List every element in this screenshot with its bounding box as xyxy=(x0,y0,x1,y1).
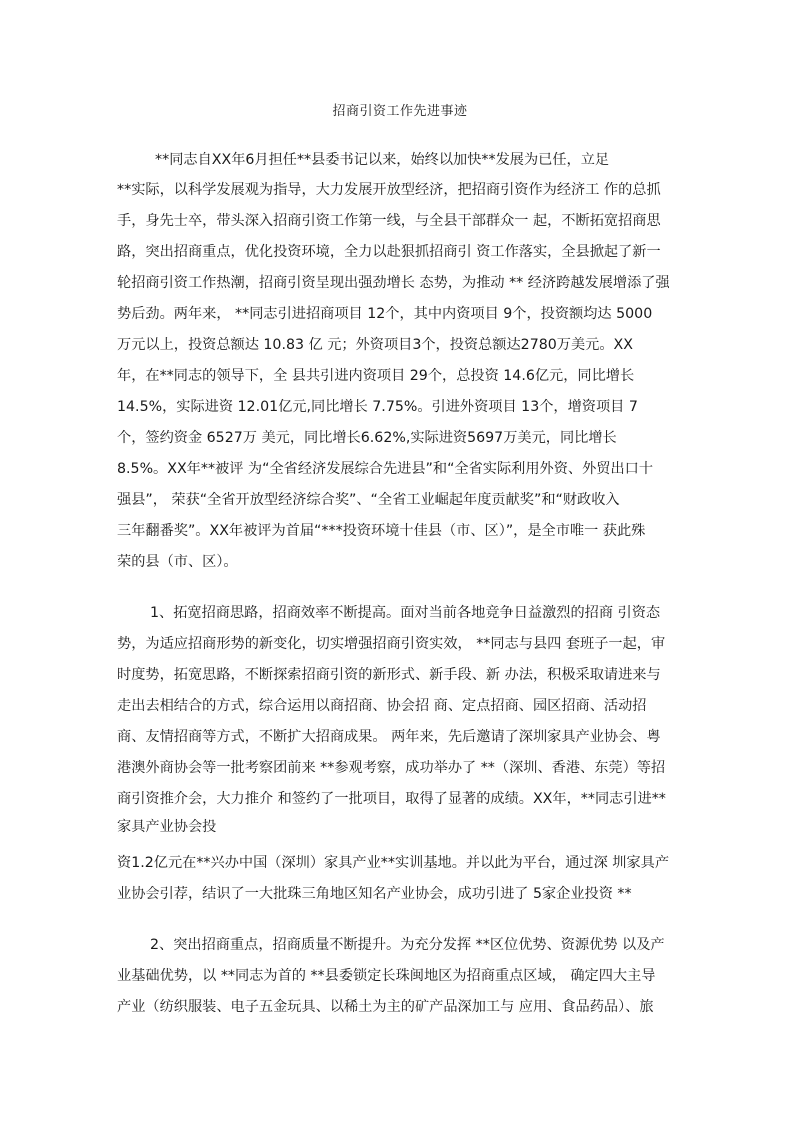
text-line: 势后劲。两年来， **同志引进招商项目 12个，其中内资项目 9个，投资额均达 5000 xyxy=(117,306,653,322)
section-heading-line: 2、突出招商重点，招商质量不断提升。为充分发挥 **区位优势、资源优势 以及产 xyxy=(150,937,665,953)
text-line: 业协会引荐，结识了一大批珠三角地区知名产业协会，成功引进了 5家企业投资 ** xyxy=(117,886,632,902)
text-line: 14.5%，实际进资 12.01亿元,同比增长 7.75%。引进外资项目 13个，增资项目 7 xyxy=(117,399,638,415)
text-line: 荣的县（市、区）。 xyxy=(117,554,238,570)
document-title: 招商引资工作先进事迹 xyxy=(332,104,468,119)
text-line: **实际，以科学发展观为指导，大力发展开放型经济，把招商引资作为经济工 作的总抓 xyxy=(117,182,661,198)
text-line: 路，突出招商重点，优化投资环境，全力以赴狠抓招商引 资工作落实，全县掀起了新一 xyxy=(117,244,661,260)
text-line: 家具产业协会投 xyxy=(117,819,217,835)
text-line: 走出去相结合的方式，综合运用以商招商、协会招 商、定点招商、园区招商、活动招 xyxy=(117,698,647,714)
text-line: 商引资推介会，大力推介 和签约了一批项目，取得了显著的成绩。XX年，**同志引进** xyxy=(117,791,666,807)
text-line: 年，在**同志的领导下，全 县共引进内资项目 29个，总投资 14.6亿元，同比增长 xyxy=(117,368,635,384)
text-line: 轮招商引资工作热潮，招商引资呈现出强劲增长 态势，为推动 ** 经济跨越发展增添了强 xyxy=(117,275,670,291)
text-line: 时度势，拓宽思路，不断探索招商引资的新形式、新手段、新 办法，积极采取请进来与 xyxy=(117,667,661,683)
text-line: 强县”， 荣获“全省开放型经济综合奖”、“全省工业崛起年度贡献奖”和“财政收入 xyxy=(117,492,620,508)
text-line: 商、友情招商等方式，不断扩大招商成果。 两年来，先后邀请了深圳家具产业协会、粤 xyxy=(117,729,661,745)
text-line: 万元以上，投资总额达 10.83 亿 元；外资项目3个，投资总额达2780万美元。XX xyxy=(117,337,633,353)
text-line: 个，签约资金 6527万 美元，同比增长6.62%,实际进资5697万美元，同比增长 xyxy=(117,430,617,446)
section-heading-line: 1、拓宽招商思路，招商效率不断提高。面对当前各地竞争日益激烈的招商 引资态 xyxy=(150,605,661,621)
text-line: 港澳外商协会等一批考察团前来 **参观考察，成功举办了 **（深圳、香港、东莞）等招 xyxy=(117,760,666,776)
text-line: 三年翻番奖”。XX年被评为首届“***投资环境十佳县（市、区）”，是全市唯一 获此殊 xyxy=(117,523,646,539)
text-line: 业基础优势，以 **同志为首的 **县委锁定长珠闽地区为招商重点区域， 确定四大主导 xyxy=(117,968,656,984)
text-line: 资1.2亿元在**兴办中国（深圳）家具产业**实训基地。并以此为平台，通过深 圳家具产 xyxy=(117,855,670,871)
text-line: 势，为适应招商形势的新变化，切实增强招商引资实效， **同志与县四 套班子一起，审 xyxy=(117,636,666,652)
text-line: 8.5%。XX年**被评 为“全省经济发展综合先进县”和“全省实际利用外资、外贸出口十 xyxy=(117,461,654,477)
text-line: 产业（纺织服装、电子五金玩具、以稀土为主的矿产品深加工与 应用、食品药品）、旅 xyxy=(117,999,654,1015)
text-line: **同志自XX年6月担任**县委书记以来，始终以加快**发展为已任，立足 xyxy=(155,152,610,168)
text-line: 手，身先士卒，带头深入招商引资工作第一线，与全县干部群众一 起，不断拓宽招商思 xyxy=(117,213,661,229)
